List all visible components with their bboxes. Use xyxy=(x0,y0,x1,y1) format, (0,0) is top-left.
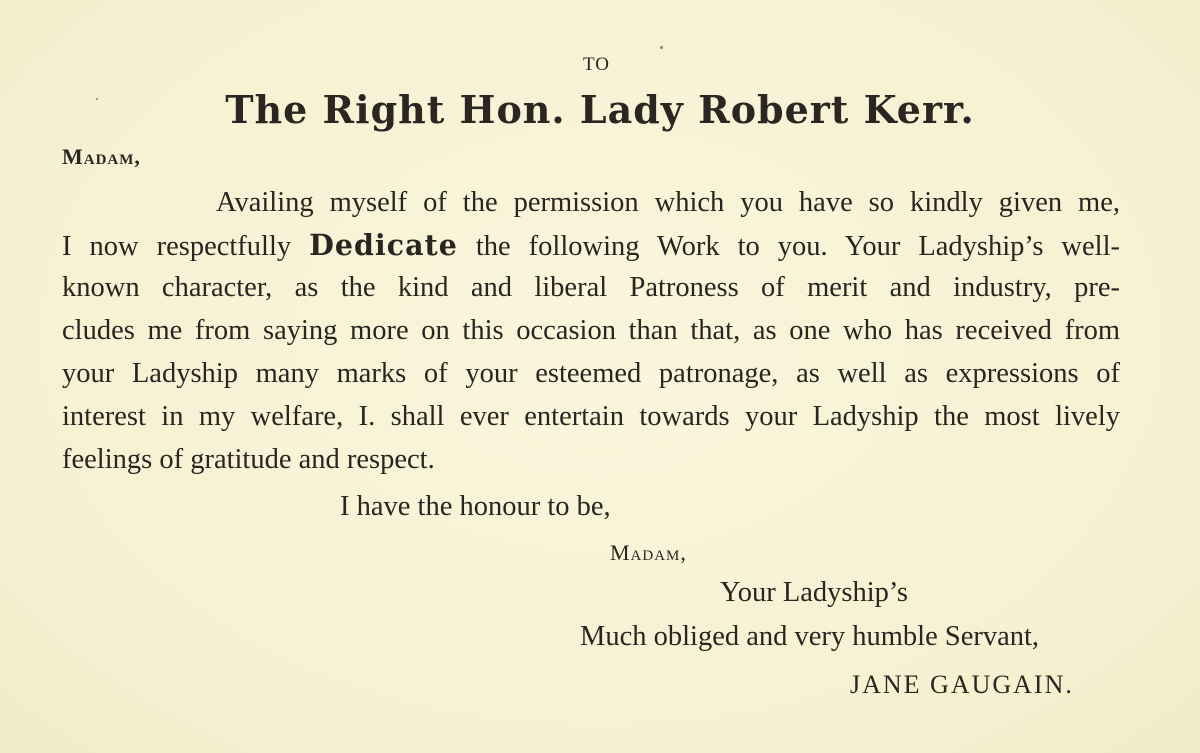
body-line-2 xyxy=(62,228,1120,264)
paper-speck xyxy=(660,46,663,49)
body-line-3: known character, as the kind and liberal Patroness of merit and industry, pre- xyxy=(62,272,1120,303)
dedication-title: The Right Hon. Lady Robert Kerr. xyxy=(225,87,975,132)
dedication-to: TO xyxy=(583,54,610,75)
closing-madam: Madam, xyxy=(610,540,687,565)
dedicate-word: Dedicate xyxy=(309,228,458,262)
body-line-7: feelings of gratitude and respect. xyxy=(62,444,435,475)
body-line-5: your Ladyship many marks of your esteemed patronage, as well as expressions of xyxy=(62,358,1120,389)
body-line-2-start: I now respectfully xyxy=(62,231,310,262)
closing-line-4: Much obliged and very humble Servant, xyxy=(580,621,1040,652)
body-line-2-end: the following Work to you. Your Ladyship’s well- xyxy=(457,231,1120,262)
salutation: Madam, xyxy=(62,144,141,169)
closing-line-1: I have the honour to be, xyxy=(340,491,611,522)
signature: JANE GAUGAIN. xyxy=(850,670,1074,699)
body-line-6: interest in my welfare, I. shall ever entertain towards your Ladyship the most lively xyxy=(62,401,1120,432)
body-line-1: Availing myself of the permission which you have so kindly given me, xyxy=(216,187,1120,218)
closing-line-3: Your Ladyship’s xyxy=(720,577,908,608)
body-line-4: cludes me from saying more on this occasion than that, as one who has received from xyxy=(62,315,1120,346)
